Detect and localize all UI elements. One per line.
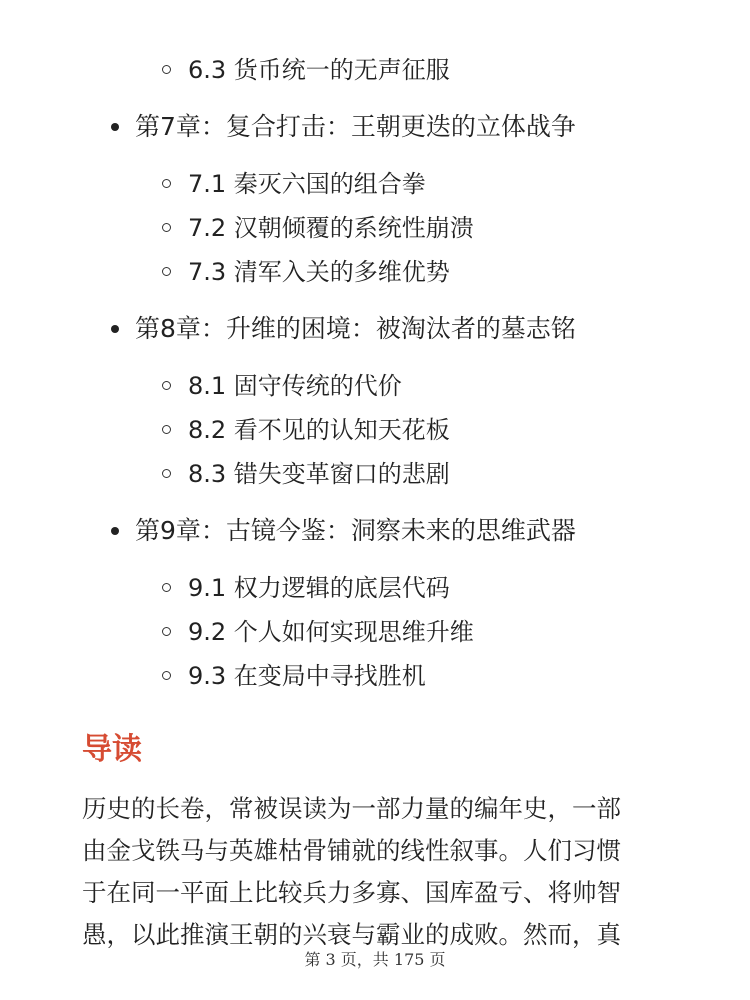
paragraph-line: 愚，以此推演王朝的兴衰与霸业的成败。然而，真 (82, 920, 621, 949)
toc-subitem (0, 206, 750, 250)
body-paragraph (82, 788, 672, 956)
section-heading: 导读 (82, 732, 142, 767)
hollow-circle-bullet-icon (162, 583, 171, 592)
filled-dot-bullet-icon (111, 123, 119, 131)
toc-subitem-text: 9.3 在变局中寻找胜机 (188, 662, 426, 690)
page-number-footer: 第 3 页，共 175 页 (304, 950, 446, 969)
toc-subitem-text: 9.2 个人如何实现思维升维 (188, 618, 474, 646)
toc-subitem-text: 8.3 错失变革窗口的悲剧 (188, 460, 450, 488)
hollow-circle-bullet-icon (162, 381, 171, 390)
hollow-circle-bullet-icon (162, 469, 171, 478)
toc-subitem (0, 364, 750, 408)
hollow-circle-bullet-icon (162, 671, 171, 680)
toc-subitem-text: 8.2 看不见的认知天花板 (188, 416, 450, 444)
toc-subitem (0, 654, 750, 698)
toc-chapter-item (0, 508, 750, 554)
toc-chapter-item (0, 104, 750, 150)
hollow-circle-bullet-icon (162, 65, 171, 74)
toc-chapter-text: 第7章：复合打击：王朝更迭的立体战争 (135, 112, 576, 141)
filled-dot-bullet-icon (111, 325, 119, 333)
toc-subitem-text: 7.1 秦灭六国的组合拳 (188, 170, 426, 198)
hollow-circle-bullet-icon (162, 179, 171, 188)
toc-subitem-text: 7.3 清军入关的多维优势 (188, 258, 450, 286)
toc-subitem-text: 8.1 固守传统的代价 (188, 372, 402, 400)
paragraph-line: 历史的长卷，常被误读为一部力量的编年史，一部 (82, 794, 621, 823)
hollow-circle-bullet-icon (162, 627, 171, 636)
filled-dot-bullet-icon (111, 527, 119, 535)
toc-subitem (0, 408, 750, 452)
toc-subitem (0, 452, 750, 496)
hollow-circle-bullet-icon (162, 223, 171, 232)
hollow-circle-bullet-icon (162, 425, 171, 434)
toc-subitem (0, 162, 750, 206)
paragraph-line: 于在同一平面上比较兵力多寡、国库盈亏、将帅智 (82, 878, 621, 907)
toc-chapter-text: 第8章：升维的困境：被淘汰者的墓志铭 (135, 314, 576, 343)
hollow-circle-bullet-icon (162, 267, 171, 276)
toc-subitem-text: 6.3 货币统一的无声征服 (188, 56, 450, 84)
toc-subitem (0, 610, 750, 654)
paragraph-line: 由金戈铁马与英雄枯骨铺就的线性叙事。人们习惯 (82, 836, 621, 865)
toc-subitem-text: 9.1 权力逻辑的底层代码 (188, 574, 450, 602)
toc-subitem (0, 566, 750, 610)
table-of-contents (0, 48, 750, 698)
toc-chapter-item (0, 306, 750, 352)
toc-subitem-text: 7.2 汉朝倾覆的系统性崩溃 (188, 214, 474, 242)
toc-subitem (0, 250, 750, 294)
toc-chapter-text: 第9章：古镜今鉴：洞察未来的思维武器 (135, 516, 576, 545)
toc-subitem (0, 48, 750, 92)
